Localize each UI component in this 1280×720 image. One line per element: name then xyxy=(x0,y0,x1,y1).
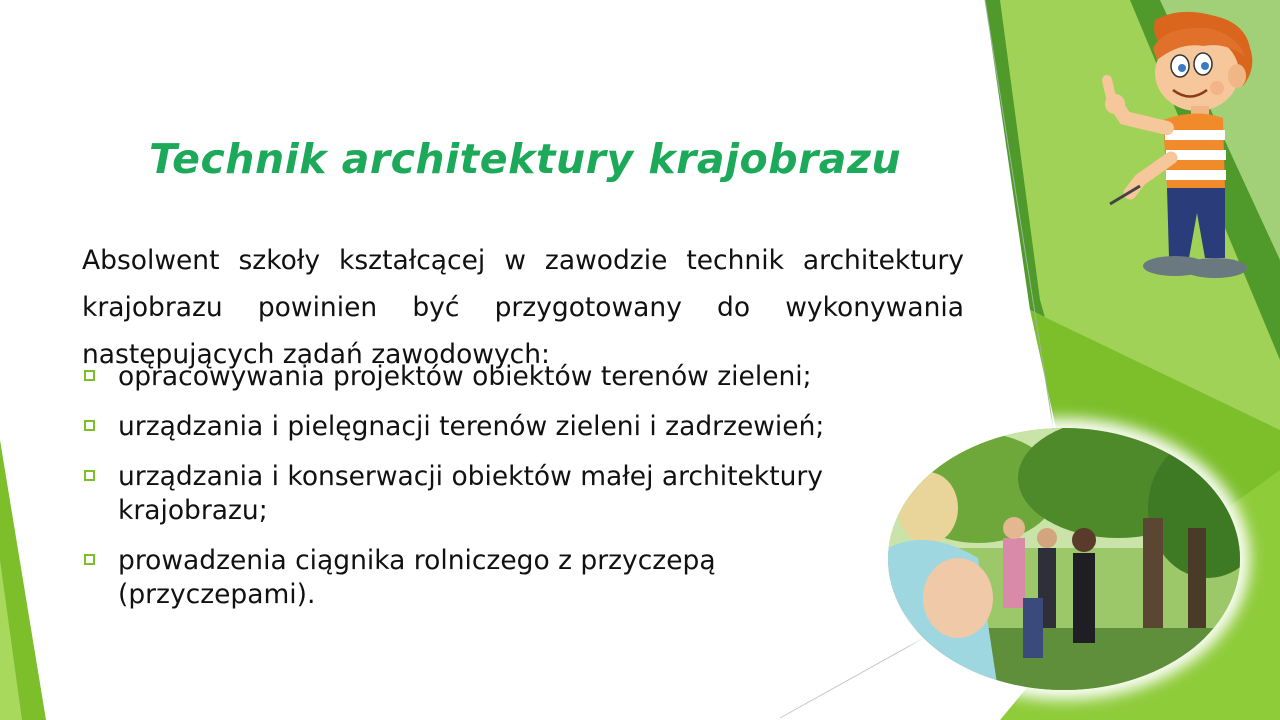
list-item xyxy=(82,360,922,394)
list-item xyxy=(82,460,922,528)
list-item-text: urządzania i pielęgnacji terenów zieleni i zadrzewień; xyxy=(118,411,825,442)
list-item-text: prowadzenia ciągnika rolniczego z przyczepą (przyczepami). xyxy=(118,545,716,610)
square-bullet-icon xyxy=(84,554,95,565)
task-list xyxy=(82,360,922,628)
intro-paragraph: Absolwent szkoły kształcącej w zawodzie technik architektury krajobrazu powinien być przygotowany do wykonywania następujących zadań zawodowych: xyxy=(82,244,964,370)
square-bullet-icon xyxy=(84,370,95,381)
square-bullet-icon xyxy=(84,420,95,431)
list-item-text: urządzania i konserwacji obiektów małej architektury krajobrazu; xyxy=(118,461,823,526)
list-item xyxy=(82,544,922,612)
cartoon-boy-illustration xyxy=(1085,8,1260,283)
square-bullet-icon xyxy=(84,470,95,481)
list-item xyxy=(82,410,922,444)
list-item-text: opracowywania projektów obiektów terenów zieleni; xyxy=(118,361,812,392)
students-photo xyxy=(888,428,1240,690)
photo-illustration xyxy=(888,428,1240,690)
slide-title: Technik architektury krajobrazu xyxy=(148,135,902,184)
